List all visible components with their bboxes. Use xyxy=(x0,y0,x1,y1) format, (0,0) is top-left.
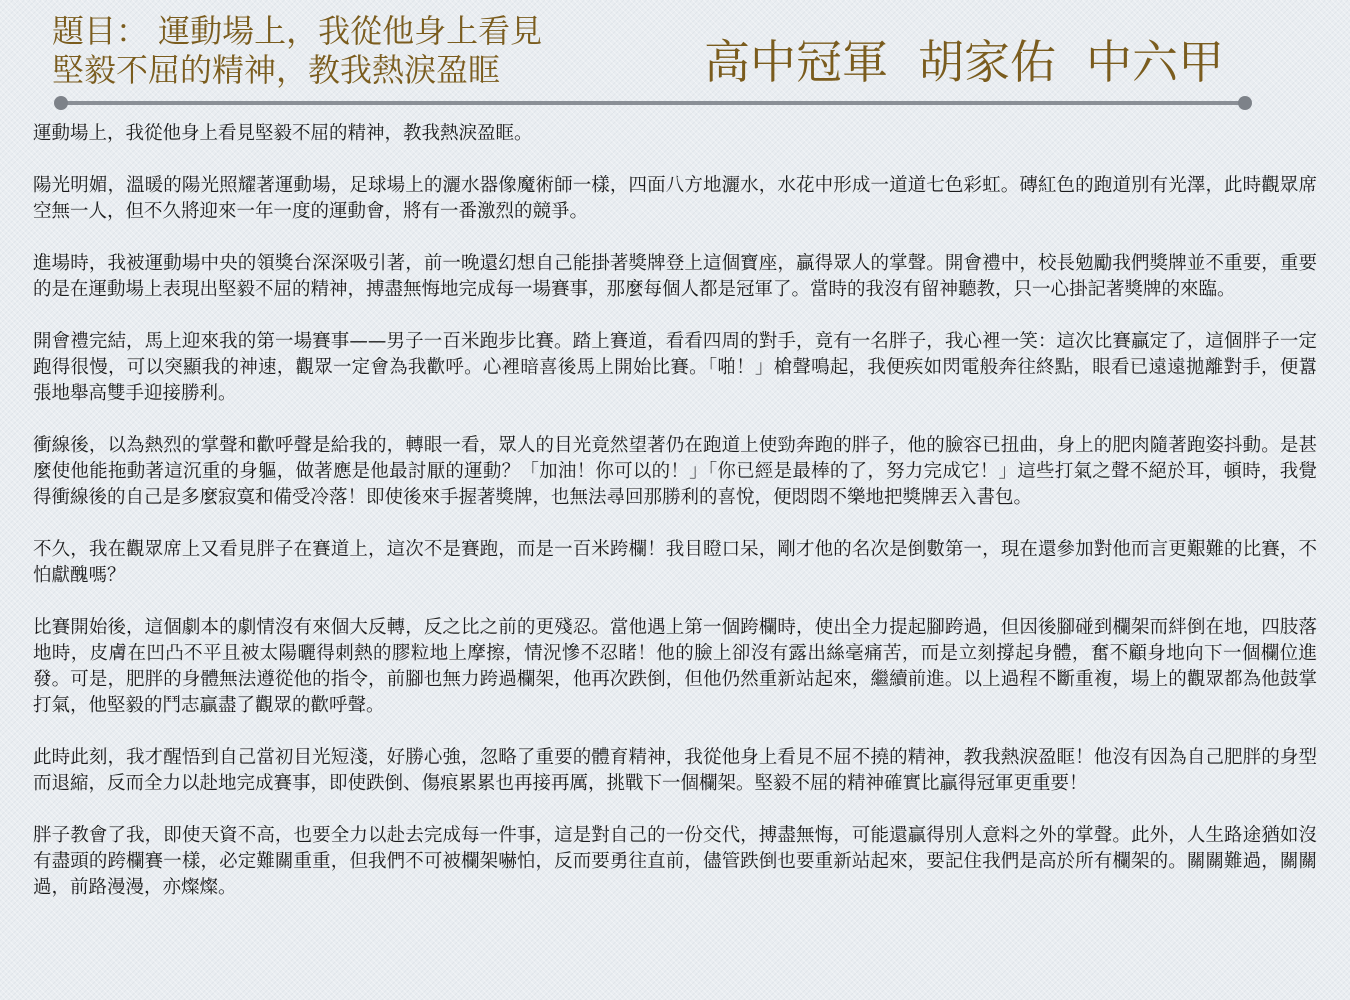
award-label: 高中冠軍 xyxy=(704,35,888,89)
author-class: 中六甲 xyxy=(1086,35,1224,89)
paragraph-1: 運動場上，我從他身上看見堅毅不屈的精神，教我熱淚盈眶。 xyxy=(33,123,533,144)
divider-dot-right xyxy=(1238,96,1252,110)
paragraph-6: 不久，我在觀眾席上又看見胖子在賽道上，這次不是賽跑，而是一百米跨欄！我目瞪口呆，剛才他的名次是倒數第一，現在還參加對他而言更艱難的比賽，不怕獻醜嗎？ xyxy=(33,539,1317,586)
topic-line-1: 題目： 運動場上，我從他身上看見 xyxy=(52,12,543,50)
essay-topic-title xyxy=(52,12,652,90)
author-name: 胡家佑 xyxy=(918,35,1056,89)
paragraph-8: 此時此刻，我才醒悟到自己當初目光短淺，好勝心強，忽略了重要的體育精神，我從他身上看見不屈不撓的精神，教我熱淚盈眶！他沒有因為自己肥胖的身型而退縮，反而全力以赴地完成賽事，即使跌倒、傷痕累累也再接再厲，挑戰下一個欄架。堅毅不屈的精神確實比贏得冠軍更重要！ xyxy=(33,747,1317,794)
header-divider xyxy=(60,101,1246,105)
paragraph-5: 衝線後，以為熱烈的掌聲和歡呼聲是給我的，轉眼一看，眾人的目光竟然望著仍在跑道上使勁奔跑的胖子，他的臉容已扭曲，身上的肥肉隨著跑姿抖動。是甚麼使他能拖動著這沉重的身軀，做著應是他最討厭的運動？「加油！你可以的！」「你已經是最棒的了，努力完成它！」這些打氣之聲不絕於耳，頓時，我覺得衝線後的自己是多麼寂寞和備受冷落！即使後來手握著獎牌，也無法尋回那勝利的喜悅，便悶悶不樂地把獎牌丟入書包。 xyxy=(33,435,1317,508)
divider-dot-left xyxy=(54,96,68,110)
topic-line-2: 堅毅不屈的精神，教我熱淚盈眶 xyxy=(52,51,501,89)
paragraph-7: 比賽開始後，這個劇本的劇情沒有來個大反轉，反之比之前的更殘忍。當他遇上第一個跨欄時，使出全力提起腳跨過，但因後腳碰到欄架而絆倒在地，四肢落地時，皮膚在凹凸不平且被太陽曬得刺熱的膠粒地上摩擦，情況慘不忍睹！他的臉上卻沒有露出絲毫痛苦，而是立刻撐起身體，奮不顧身地向下一個欄位進發。可是，肥胖的身體無法遵從他的指令，前腳也無力跨過欄架，他再次跌倒，但他仍然重新站起來，繼續前進。以上過程不斷重複，場上的觀眾都為他鼓掌打氣，他堅毅的鬥志贏盡了觀眾的歡呼聲。 xyxy=(33,617,1317,716)
paragraph-2: 陽光明媚，溫暖的陽光照耀著運動場，足球場上的灑水器像魔術師一樣，四面八方地灑水，水花中形成一道道七色彩虹。磚紅色的跑道別有光澤，此時觀眾席空無一人，但不久將迎來一年一度的運動會，將有一番激烈的競爭。 xyxy=(33,175,1317,222)
paragraph-3: 進場時，我被運動場中央的領獎台深深吸引著，前一晚還幻想自己能掛著獎牌登上這個寶座，贏得眾人的掌聲。開會禮中，校長勉勵我們獎牌並不重要，重要的是在運動場上表現出堅毅不屈的精神，搏盡無悔地完成每一場賽事，那麼每個人都是冠軍了。當時的我沒有留神聽教，只一心掛記著獎牌的來臨。 xyxy=(33,253,1317,300)
essay-body xyxy=(33,121,1317,901)
header xyxy=(0,0,1350,112)
paragraph-9: 胖子教會了我，即使天資不高，也要全力以赴去完成每一件事，這是對自己的一份交代，搏盡無悔，可能還贏得別人意料之外的掌聲。此外，人生路途猶如沒有盡頭的跨欄賽一樣，必定難關重重，但我們不可被欄架嚇怕，反而要勇往直前，儘管跌倒也要重新站起來，要記住我們是高於所有欄架的。關關難過，關關過，前路漫漫，亦燦燦。 xyxy=(33,825,1317,898)
author-info xyxy=(704,32,1224,92)
paragraph-4: 開會禮完結，馬上迎來我的第一場賽事——男子一百米跑步比賽。踏上賽道，看看四周的對手，竟有一名胖子，我心裡一笑：這次比賽贏定了，這個胖子一定跑得很慢，可以突顯我的神速，觀眾一定會為我歡呼。心裡暗喜後馬上開始比賽。「啪！」槍聲鳴起，我便疾如閃電般奔往終點，眼看已遠遠拋離對手，便囂張地舉高雙手迎接勝利。 xyxy=(33,331,1317,404)
